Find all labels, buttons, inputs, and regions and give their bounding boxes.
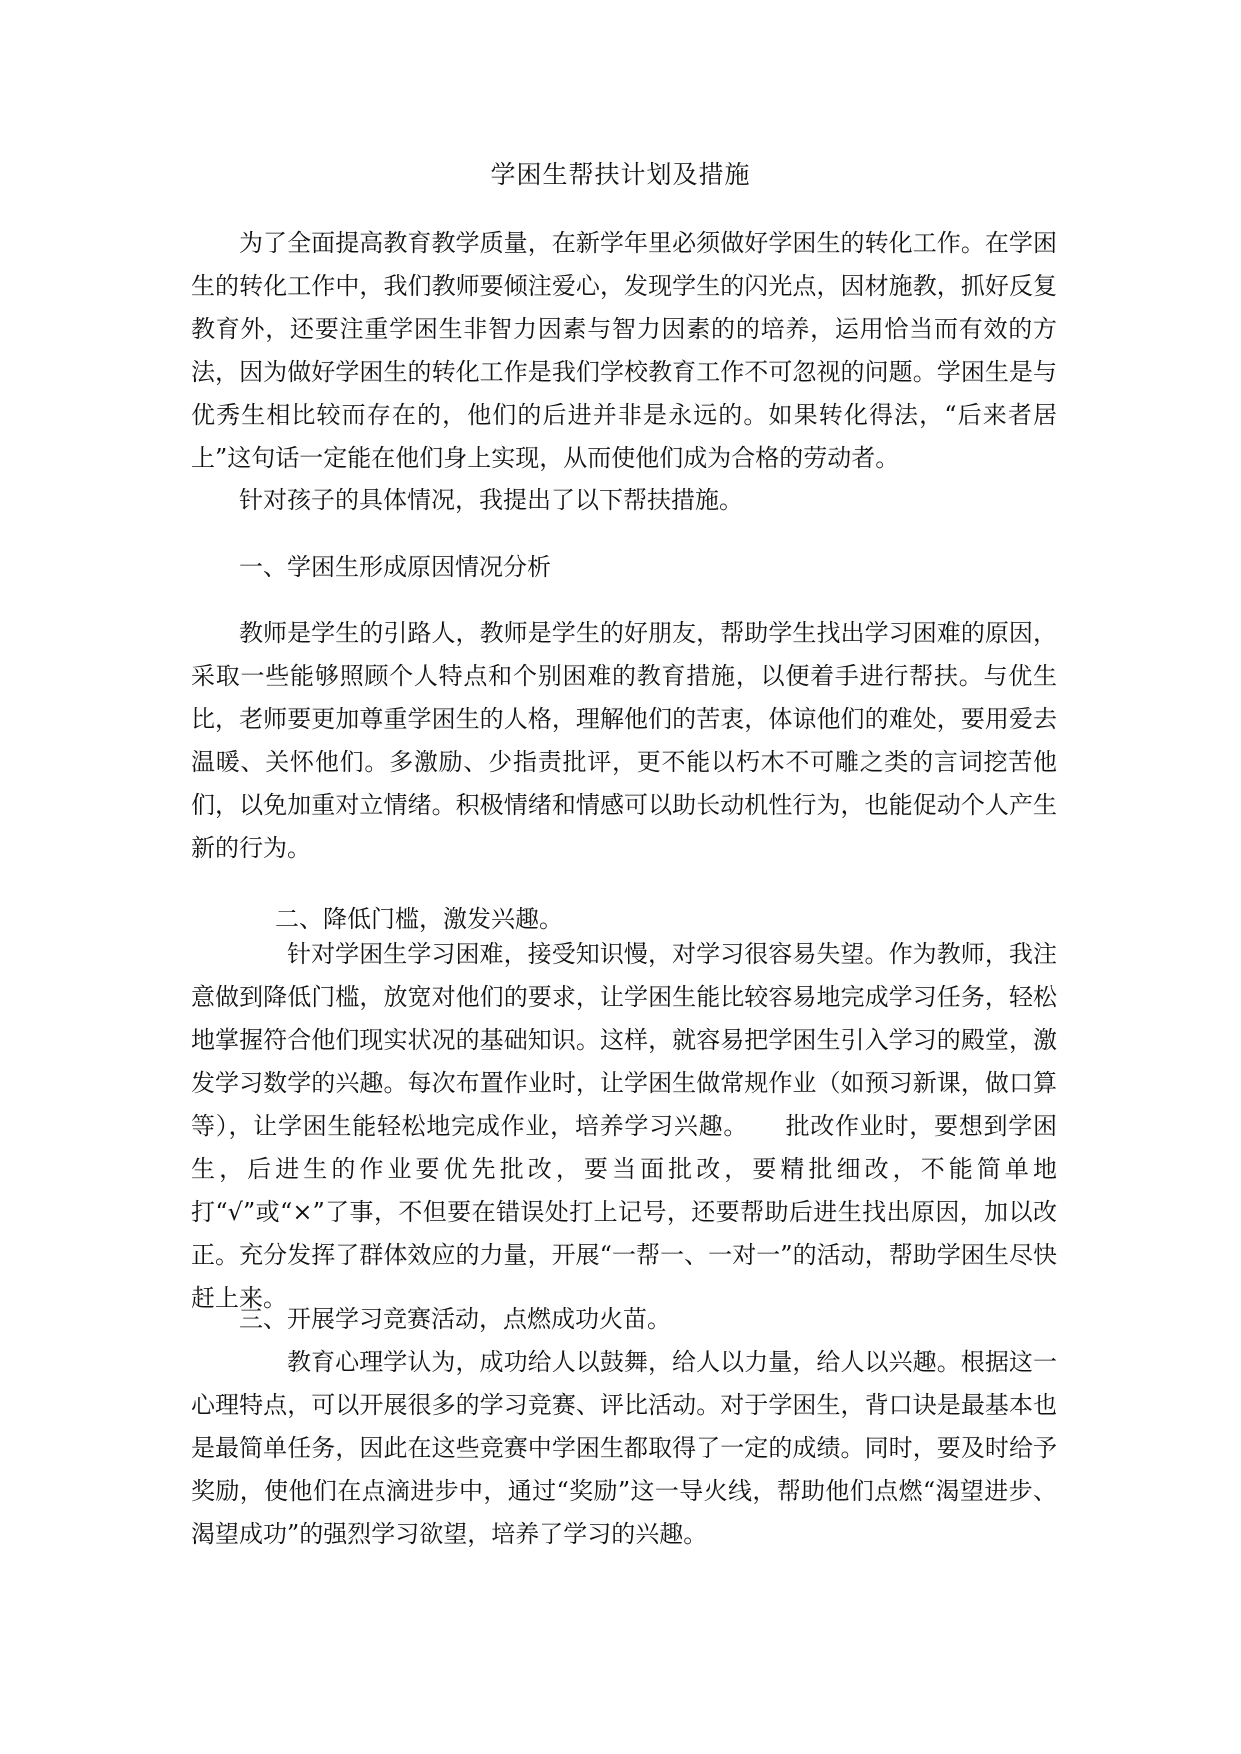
section-3-heading: 三、开展学习竞赛活动，点燃成功火苗。 [239,1305,671,1333]
section-2-paragraph: 针对学困生学习困难，接受知识慢，对学习很容易失望。作为教师，我注意做到降低门槛，放宽对他们的要求，让学困生能比较容易地完成学习任务，轻松地掌握符合他们现实状况的基础知识。这样，就容易把学困生引入学习的殿堂，激发学习数学的兴趣。每次布置作业时，让学困生做常规作业（如预习新课，做口算等），让学困生能轻松地完成作业，培养学习兴趣。 批改作业时，要想到学困生，后进生的作业要优先批改，要当面批改，要精批细改，不能简单地打“√”或“×”了事，不但要在错误处打上记号，还要帮助后进生找出原因，加以改正。充分发挥了群体效应的力量，开展“一帮一、一对一”的活动，帮助学困生尽快赶上来。 [191,940,1057,1312]
document-title: 学困生帮扶计划及措施 [490,160,751,189]
section-1-paragraph: 教师是学生的引路人，教师是学生的好朋友，帮助学生找出学习困难的原因，采取一些能够照顾个人特点和个别困难的教育措施，以便着手进行帮扶。与优生比，老师要更加尊重学困生的人格，理解他们的苦衷，体谅他们的难处，要用爱去温暖、关怀他们。多激励、少指责批评，更不能以朽木不可雕之类的言词挖苦他们，以免加重对立情绪。积极情绪和情感可以助长动机性行为，也能促动个人产生新的行为。 [191,619,1057,862]
section-3-paragraph: 教育心理学认为，成功给人以鼓舞，给人以力量，给人以兴趣。根据这一心理特点，可以开展很多的学习竞赛、评比活动。对于学困生，背口诀是最基本也是最简单任务，因此在这些竞赛中学困生都取得了一定的成绩。同时，要及时给予奖励，使他们在点滴进步中，通过“奖励”这一导火线，帮助他们点燃“渴望进步、渴望成功”的强烈学习欲望，培养了学习的兴趣。 [191,1348,1057,1548]
section-2-heading: 二、降低门槛，激发兴趣。 [275,905,563,933]
section-1-heading: 一、学困生形成原因情况分析 [239,553,551,581]
lead-paragraph: 针对孩子的具体情况，我提出了以下帮扶措施。 [239,486,743,514]
intro-paragraph: 为了全面提高教育教学质量，在新学年里必须做好学困生的转化工作。在学困生的转化工作中，我们教师要倾注爱心，发现学生的闪光点，因材施教，抓好反复教育外，还要注重学困生非智力因素与智力因素的的培养，运用恰当而有效的方法，因为做好学困生的转化工作是我们学校教育工作不可忽视的问题。学困生是与优秀生相比较而存在的，他们的后进并非是永远的。如果转化得法，“后来者居上”这句话一定能在他们身上实现，从而使他们成为合格的劳动者。 [191,229,1057,472]
